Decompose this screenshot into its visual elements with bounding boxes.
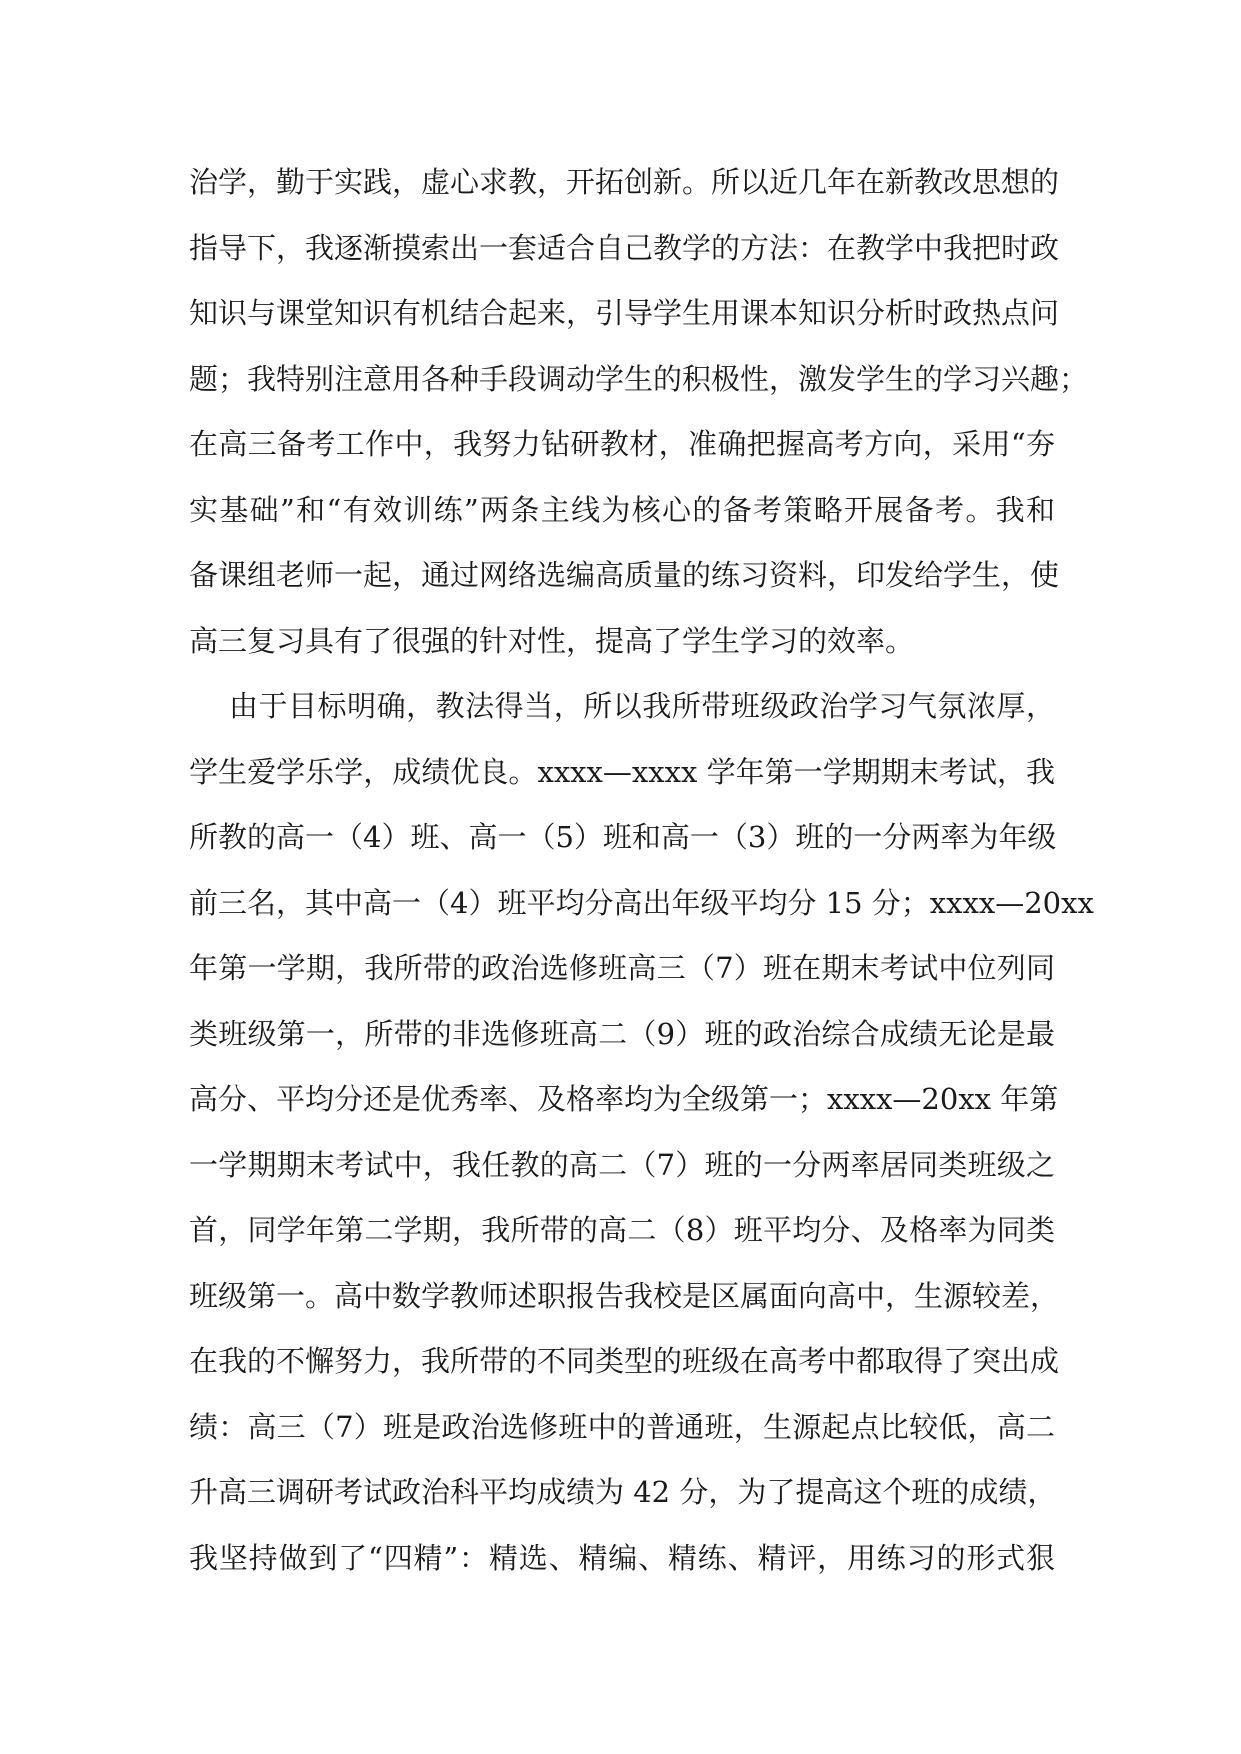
paragraph-start-line: 由于目标明确，教法得当，所以我所带班级政治学习气氛浓厚， (229, 689, 1055, 723)
text-line: 一学期期末考试中，我任教的高二（7）班的一分两率居同类班级之 (189, 1147, 1055, 1182)
text-line: 学生爱学乐学，成绩优良。xxxx—xxxx 学年第一学期期末考试，我 (189, 754, 1055, 789)
text-line: 知识与课堂知识有机结合起来，引导学生用课本知识分析时政热点问 (189, 296, 1060, 330)
text-line: 指导下，我逐渐摸索出一套适合自己教学的方法：在教学中我把时政 (189, 230, 1060, 265)
text-line: 绩：高三（7）班是政治选修班中的普通班，生源起点比较低，高二 (189, 1409, 1055, 1444)
text-line: 年第一学期，我所带的政治选修班高三（7）班在期末考试中位列同 (189, 951, 1055, 985)
text-line: 高分、平均分还是优秀率、及格率均为全级第一；xxxx—20xx 年第 (189, 1082, 1059, 1116)
text-line: 高三复习具有了很强的针对性，提高了学生学习的效率。 (189, 623, 915, 658)
text-line: 首，同学年第二学期，我所带的高二（8）班平均分、及格率为同类 (189, 1213, 1055, 1247)
text-line: 班级第一。高中数学教师述职报告我校是区属面向高中，生源较差， (189, 1278, 1060, 1313)
text-line: 备课组老师一起，通过网络选编高质量的练习资料，印发给学生，使 (189, 558, 1060, 592)
text-line: 类班级第一，所带的非选修班高二（9）班的政治综合成绩无论是最 (189, 1016, 1055, 1051)
text-line: 所教的高一（4）班、高一（5）班和高一（3）班的一分两率为年级 (189, 820, 1057, 854)
text-line: 题；我特别注意用各种手段调动学生的积极性，激发学生的学习兴趣； (189, 361, 1089, 396)
text-line: 在我的不懈努力，我所带的不同类型的班级在高考中都取得了突出成 (189, 1344, 1060, 1378)
text-line: 我坚持做到了“四精”：精选、精编、精练、精评，用练习的形式狠 (189, 1540, 1055, 1575)
body-text (189, 150, 1094, 1591)
text-line: 治学，勤于实践，虚心求教，开拓创新。所以近几年在新教改思想的 (189, 165, 1060, 199)
text-line: 在高三备考工作中，我努力钻研教材，准确把握高考方向，采用“夯 (189, 427, 1055, 461)
text-line: 前三名，其中高一（4）班平均分高出年级平均分 15 分；xxxx—20xx (189, 885, 1094, 920)
text-line: 实基础”和“有效训练”两条主线为核心的备考策略开展备考。我和 (189, 492, 1055, 527)
text-line: 升高三调研考试政治科平均成绩为 42 分，为了提高这个班的成绩， (189, 1475, 1057, 1509)
